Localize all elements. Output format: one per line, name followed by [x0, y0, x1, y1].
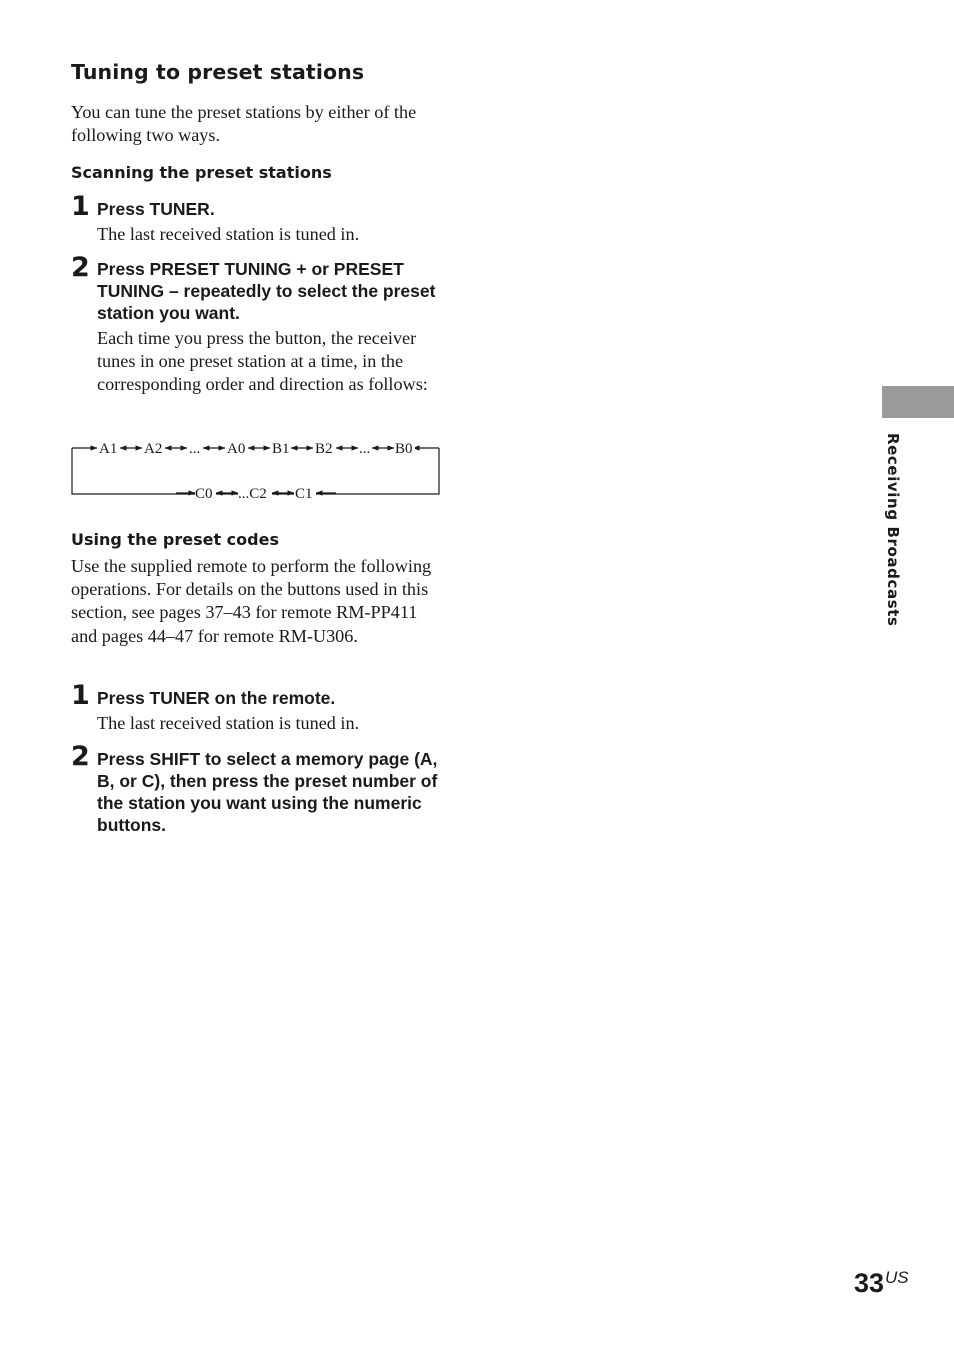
section-tab-marker	[882, 386, 954, 418]
diagram-label: A2	[144, 441, 163, 457]
diagram-label: B0	[395, 441, 413, 457]
preset-codes-heading: Using the preset codes	[71, 530, 279, 549]
diagram-label: ...C2	[238, 486, 267, 502]
diagram-label: ...	[189, 441, 201, 457]
diagram-label: B2	[315, 441, 333, 457]
code-step-2-number: 2	[71, 741, 90, 772]
page-number: 33	[854, 1268, 885, 1298]
intro-paragraph: You can tune the preset stations by either of the following two ways.	[71, 102, 417, 146]
code-step-1-title: Press TUNER on the remote.	[97, 688, 336, 708]
diagram-label: A0	[227, 441, 246, 457]
page-number-suffix: US	[885, 1268, 909, 1287]
scanning-heading: Scanning the preset stations	[71, 163, 332, 182]
preset-order-diagram	[66, 432, 446, 502]
scan-step-2-number: 2	[71, 252, 90, 283]
section-side-label: Receiving Broadcasts	[884, 433, 902, 627]
scan-step-1-number: 1	[71, 191, 90, 222]
diagram-label: C1	[295, 486, 313, 502]
scan-step-2-desc: Each time you press the button, the receiver tunes in one preset station at a time, in the corresponding order and direction as follows:	[97, 328, 428, 395]
code-step-1-desc: The last received station is tuned in.	[97, 713, 360, 733]
diagram-label: ...	[359, 441, 371, 457]
code-step-2-title: Press SHIFT to select a memory page (A, B, or C), then press the preset number of the station you want using the numeric buttons.	[97, 749, 438, 835]
scan-step-1-desc: The last received station is tuned in.	[97, 224, 360, 244]
preset-codes-paragraph: Use the supplied remote to perform the following operations. For details on the buttons used in this section, see pages 37–43 for remote RM-PP411 and pages 44–47 for remote RM-U306.	[71, 556, 432, 646]
diagram-label: B1	[272, 441, 290, 457]
diagram-label: C0	[195, 486, 213, 502]
code-step-1-number: 1	[71, 680, 90, 711]
diagram-label: A1	[99, 441, 118, 457]
scan-step-2-title: Press PRESET TUNING + or PRESET TUNING – repeatedly to select the preset station you want.	[97, 259, 436, 323]
page-title: Tuning to preset stations	[71, 60, 365, 84]
scan-step-1-title: Press TUNER.	[97, 199, 215, 219]
